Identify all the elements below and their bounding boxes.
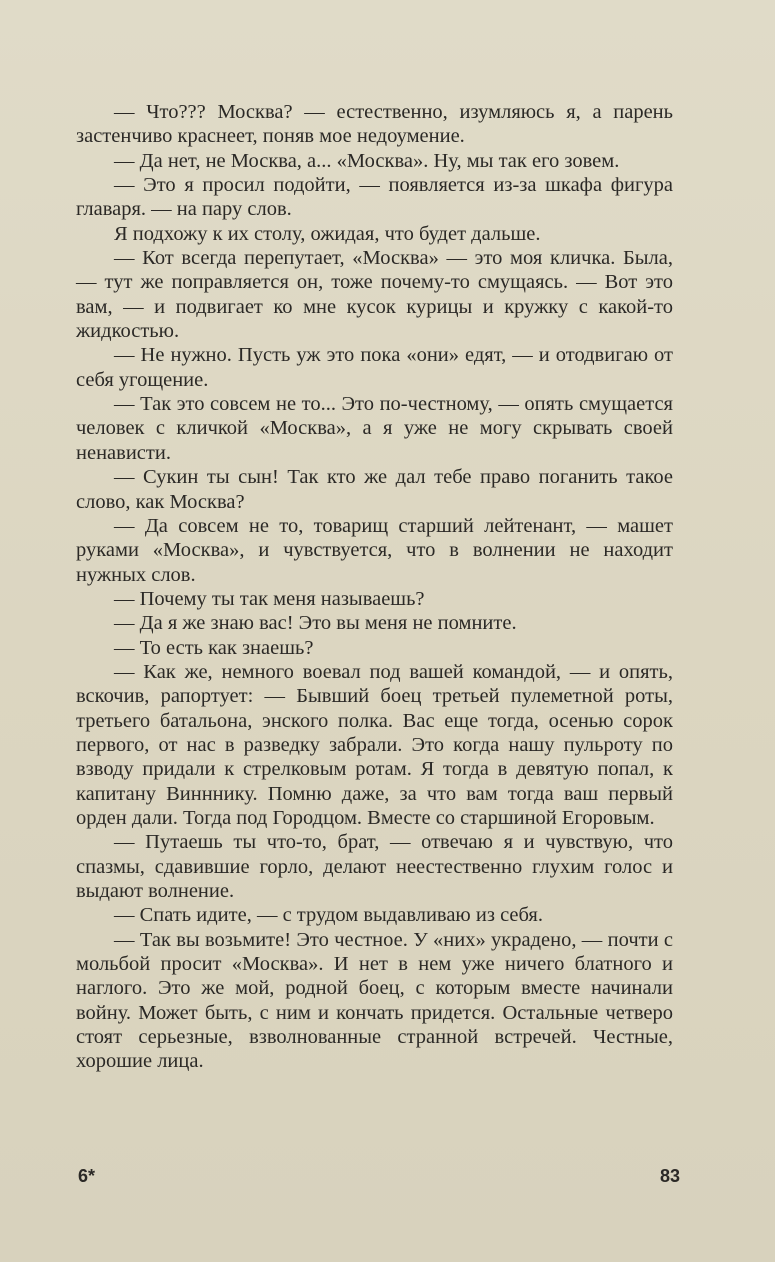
paragraph: — Как же, немного воевал под вашей командой, — и опять, вскочив, рапортует: — Бывший боец третьей пулеметной роты, третьего батальона, энского полка. Вас еще тогда, осенью сорок первого, от нас в разведку забрали. Это когда нашу пульроту по взводу придали к стрелковым ротам. Я тогда в девятую попал, к капитану Винннику. Помню даже, за что вам тогда ваш первый орден дали. Тогда под Городцом. Вместе со старшиной Егоровым.	[76, 660, 673, 829]
paragraph: Я подхожу к их столу, ожидая, что будет дальше.	[114, 222, 541, 245]
page-body-text	[76, 100, 673, 1074]
paragraph: — Это я просил подойти, — появляется из-за шкафа фигура главаря. — на пару слов.	[76, 174, 673, 221]
paragraph: — Так вы возьмите! Это честное. У «них» украдено, — почти с мольбой просит «Москва». И нет в нем уже ничего блатного и наглого. Это же мой, родной боец, с которым вместе начинали войну. Может быть, с ним и кончать придется. Остальные четверо стоят серьезные, взволнованные странной встречей. Честные, хорошие лица.	[76, 928, 673, 1073]
paragraph: — То есть как знаешь?	[114, 636, 314, 659]
paragraph: — Что??? Москва? — естественно, изумляюсь я, а парень застенчиво краснеет, поняв мое недоумение.	[76, 101, 673, 148]
paragraph: — Почему ты так меня называешь?	[114, 587, 425, 610]
page-number: 83	[660, 1166, 681, 1186]
paragraph: — Да совсем не то, товарищ старший лейтенант, — машет руками «Москва», и чувствуется, что в волнении не находит нужных слов.	[76, 514, 673, 586]
signature-mark: 6*	[78, 1166, 96, 1186]
paragraph: — Спать идите, — с трудом выдавливаю из себя.	[114, 904, 543, 927]
paragraph: — Сукин ты сын! Так кто же дал тебе право поганить такое слово, как Москва?	[76, 466, 673, 513]
paragraph: — Так это совсем не то... Это по-честному, — опять смущается человек с кличкой «Москва», а я уже не могу скрывать своей ненависти.	[76, 393, 673, 464]
paragraph: — Не нужно. Пусть уж это пока «они» едят, — и отодвигаю от себя угощение.	[76, 344, 673, 391]
paragraph: — Кот всегда перепутает, «Москва» — это моя кличка. Была, — тут же поправляется он, тоже почему-то смущаясь. — Вот это вам, — и подвигает ко мне кусок курицы и кружку с какой-то жидкостью.	[76, 247, 673, 343]
paragraph: — Да нет, не Москва, а... «Москва». Ну, мы так его зовем.	[114, 149, 620, 172]
paragraph: — Да я же знаю вас! Это вы меня не помните.	[114, 612, 517, 635]
paragraph: — Путаешь ты что-то, брат, — отвечаю я и чувствую, что спазмы, сдавившие горло, делают неестественно глухим голос и выдают волнение.	[76, 831, 673, 902]
